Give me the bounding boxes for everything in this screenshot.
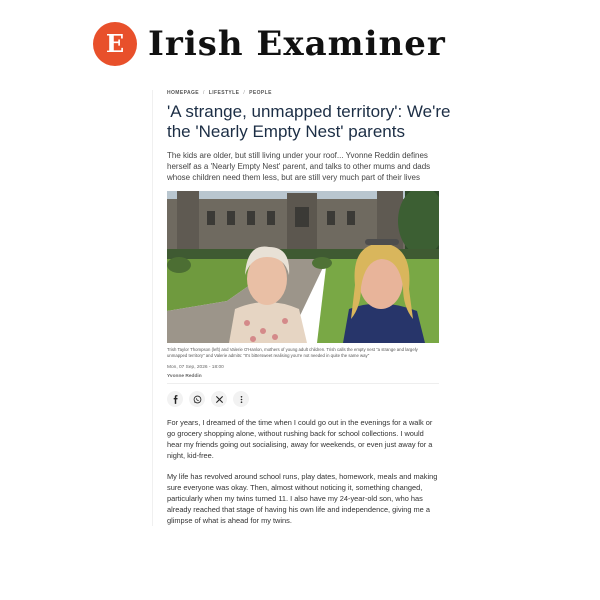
- publish-date: Mon, 07 Sep, 2026 - 18:00: [167, 365, 224, 370]
- article-paragraph: My life has revolved around school runs, play dates, homework, meals and making sure everyone was okay. Then, almost without noticing it, something changed, particularly when my twins turned 11. I also have my 24-year-old son, who has already reached that stage of having his own life and independence, giving me a glimpse of what is ahead for my twins.: [167, 472, 438, 525]
- author-name[interactable]: Yvonne Reddin: [167, 374, 202, 379]
- breadcrumb-separator: /: [203, 90, 205, 96]
- article-photo-image: [167, 191, 439, 343]
- breadcrumb-lifestyle[interactable]: LIFESTYLE: [208, 90, 240, 96]
- divider: [167, 383, 439, 384]
- share-whatsapp-button[interactable]: [189, 391, 205, 407]
- more-icon: [237, 395, 246, 404]
- breadcrumb-separator: /: [243, 90, 246, 96]
- article-paragraph: For years, I dreamed of the time when I could go out in the evenings for a walk or go grocery shopping alone, without rushing back for school collections. I would hear my friends going out socialising, away for weekends, or even just away for a night, kid-free.: [167, 418, 433, 460]
- article: [152, 90, 452, 536]
- share-row: [167, 391, 452, 407]
- brand-name: Irish Examiner: [148, 24, 446, 64]
- breadcrumb-homepage[interactable]: HOMEPAGE: [167, 90, 199, 96]
- facebook-icon: [171, 395, 180, 404]
- masthead[interactable]: [92, 16, 512, 72]
- photo-caption: Trish Taylor Thompson (left) and Valerie O'Hanlon, mothers of young adult children. Trish calls the empty nest "a strange and largely unmapped territory" and Valerie admits: "It's bittersweet realising you're not needed in quite the same way": [167, 347, 418, 358]
- share-facebook-button[interactable]: [167, 391, 183, 407]
- breadcrumb-people[interactable]: PEOPLE: [249, 90, 272, 96]
- share-x-button[interactable]: [211, 391, 227, 407]
- logo-letter: E: [105, 29, 125, 58]
- x-icon: [215, 395, 224, 404]
- article-standfirst: The kids are older, but still living under your roof... Yvonne Reddin defines herself as a 'Nearly Empty Nest' parent, and talks to other mums and dads whose children need them less, but are still very much part of their lives: [167, 151, 431, 182]
- whatsapp-icon: [193, 395, 202, 404]
- breadcrumb: [167, 90, 452, 96]
- article-headline: 'A strange, unmapped territory': We're the 'Nearly Empty Nest' parents: [167, 102, 451, 141]
- article-photo[interactable]: [167, 191, 439, 343]
- irish-examiner-logo-icon: [92, 21, 138, 67]
- share-more-button[interactable]: [233, 391, 249, 407]
- article-body: [167, 417, 439, 526]
